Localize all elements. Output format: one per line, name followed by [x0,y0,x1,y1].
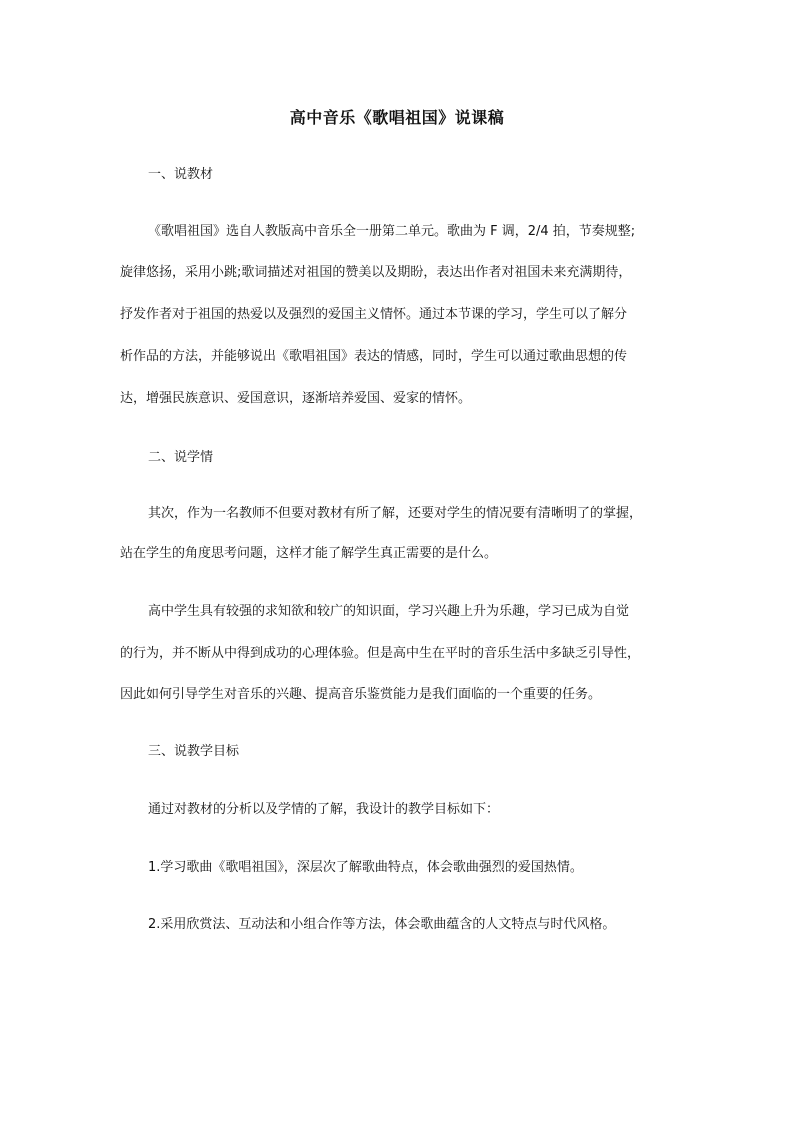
objective-item: 2.采用欣赏法、互动法和小组合作等方法，体会歌曲蕴含的人文特点与时代风格。 [148,917,616,932]
paragraph-line: 的行为，并不断从中得到成功的心理体验。但是高中生在平时的音乐生活中多缺乏引导性， [120,646,641,661]
paragraph-line: 通过对教材的分析以及学情的了解，我设计的教学目标如下： [148,802,500,817]
section-heading-teaching-objectives: 三、说教学目标 [148,744,240,759]
paragraph-line: 抒发作者对于祖国的热爱以及强烈的爱国主义情怀。通过本节课的学习，学生可以了解分 [120,307,628,322]
objective-item: 1.学习歌曲《歌唱祖国》，深层次了解歌曲特点，体会歌曲强烈的爱国热情。 [148,860,583,875]
paragraph-line: 旋律悠扬，采用小跳;歌词描述对祖国的赞美以及期盼，表达出作者对祖国未来充满期待， [120,265,632,280]
paragraph-line: 达，增强民族意识、爱国意识，逐渐培养爱国、爱家的情怀。 [120,391,472,406]
paragraph-line: 析作品的方法，并能够说出《歌唱祖国》表达的情感，同时，学生可以通过歌曲思想的传 [120,349,628,364]
paragraph-line: 因此如何引导学生对音乐的兴趣、提高音乐鉴赏能力是我们面临的一个重要的任务。 [120,687,602,702]
paragraph-line: 其次，作为一名教师不但要对教材有所了解，还要对学生的情况要有清晰明了的掌握， [148,506,643,521]
section-heading-teaching-material: 一、说教材 [148,167,214,182]
section-heading-student-analysis: 二、说学情 [148,450,214,465]
paragraph-line: 站在学生的角度思考问题，这样才能了解学生真正需要的是什么。 [120,546,498,561]
document-title: 高中音乐《歌唱祖国》说课稿 [289,108,505,127]
paragraph-line: 《歌唱祖国》选自人教版高中音乐全一册第二单元。歌曲为 F 调，2/4 拍，节奏规整; [148,224,636,239]
paragraph-line: 高中学生具有较强的求知欲和较广的知识面，学习兴趣上升为乐趣，学习已成为自觉 [148,604,630,619]
